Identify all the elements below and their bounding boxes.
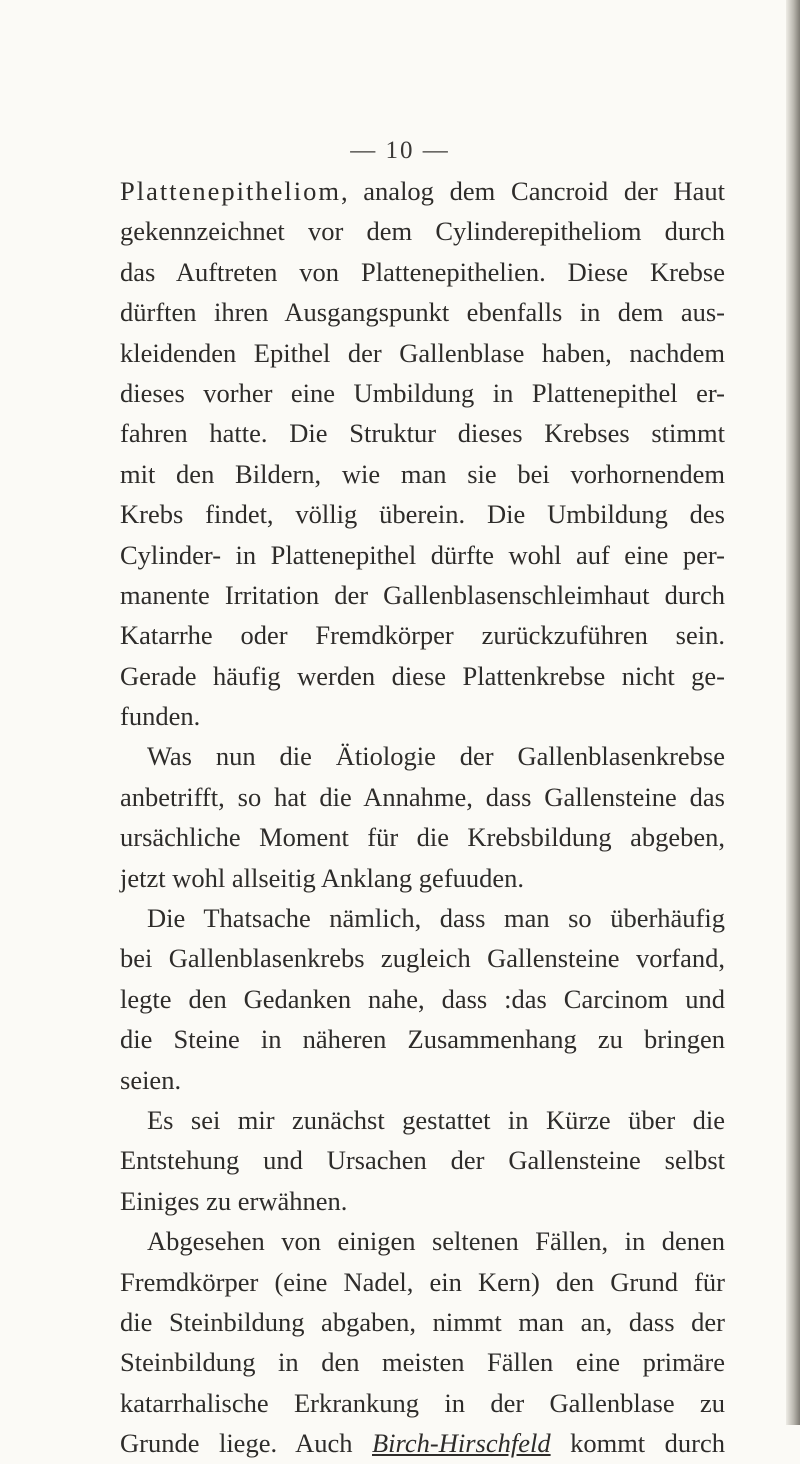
text-line: katarrhalische Erkrankung in der Gallenblase zu — [120, 1387, 725, 1418]
text-line: Gerade häufig werden diese Plattenkrebse nicht ge- — [120, 660, 725, 691]
text-line — [120, 1423, 725, 1463]
text-line: Steinbildung in den meisten Fällen eine primäre — [120, 1347, 725, 1378]
text-line: bei Gallenblasenkrebs zugleich Gallensteine vorfand, — [120, 943, 725, 974]
text-line: die Steine in näheren Zusammenhang zu bringen — [120, 1024, 725, 1055]
page-number: — 10 — — [350, 137, 450, 164]
text-line: Krebs findet, völlig überein. Die Umbildung des — [120, 499, 725, 530]
text-line: die Steinbildung abgaben, nimmt man an, dass der — [120, 1306, 725, 1337]
text-line: seien. — [120, 1064, 182, 1095]
text-line: funden. — [120, 701, 201, 732]
text-line: Entstehung und Ursachen der Gallensteine selbst — [120, 1145, 725, 1176]
text-line: Cylinder- in Plattenepithel dürfte wohl auf eine per- — [120, 539, 725, 570]
text-line: mit den Bildern, wie man sie bei vorhornendem — [120, 458, 725, 489]
body-text — [120, 171, 725, 1464]
text-line: fahren hatte. Die Struktur dieses Krebses stimmt — [120, 418, 725, 449]
paragraph-start-line: Was nun die Ätiologie der Gallenblasenkrebse — [147, 741, 725, 772]
text-line: Katarrhe oder Fremdkörper zurückzuführen sein. — [120, 620, 725, 651]
text-line: legte den Gedanken nahe, dass :das Carcinom und — [120, 983, 725, 1014]
text-line: gekennzeichnet vor dem Cylinderepitheliom durch — [120, 216, 725, 247]
page-edge-shadow — [786, 0, 800, 1425]
text-line: dürften ihren Ausgangspunkt ebenfalls in dem aus- — [120, 297, 725, 328]
cited-author: Birch-Hirschfeld — [372, 1428, 551, 1459]
paragraph-start-line: Es sei mir zunächst gestattet in Kürze über die — [147, 1104, 725, 1135]
paragraph-start-line: Die Thatsache nämlich, dass man so überhäufig — [147, 903, 725, 934]
text-line: ursächliche Moment für die Krebsbildung abgeben, — [120, 822, 725, 853]
text-segment: Grunde liege. Auch — [120, 1428, 372, 1459]
paragraph-start-line: Abgesehen von einigen seltenen Fällen, in denen — [147, 1226, 725, 1257]
text-line: Fremdkörper (eine Nadel, ein Kern) den Grund für — [120, 1266, 725, 1297]
text-line — [120, 171, 725, 211]
text-segment: , analog dem Cancroid der Haut — [340, 176, 725, 206]
text-line: kleidenden Epithel der Gallenblase haben, nachdem — [120, 337, 725, 368]
text-line: dieses vorher eine Umbildung in Plattenepithel er- — [120, 377, 725, 408]
text-line: das Auftreten von Plattenepithelien. Diese Krebse — [120, 256, 725, 287]
text-line: anbetrifft, so hat die Annahme, dass Gallensteine das — [120, 781, 725, 812]
spaced-term: Plattenepitheliom — [120, 176, 341, 206]
text-line: manente Irritation der Gallenblasenschleimhaut durch — [120, 579, 725, 610]
text-line: Einiges zu erwähnen. — [120, 1185, 348, 1216]
text-line: jetzt wohl allseitig Anklang gefuuden. — [120, 862, 525, 893]
text-segment: kommt durch — [550, 1428, 725, 1459]
